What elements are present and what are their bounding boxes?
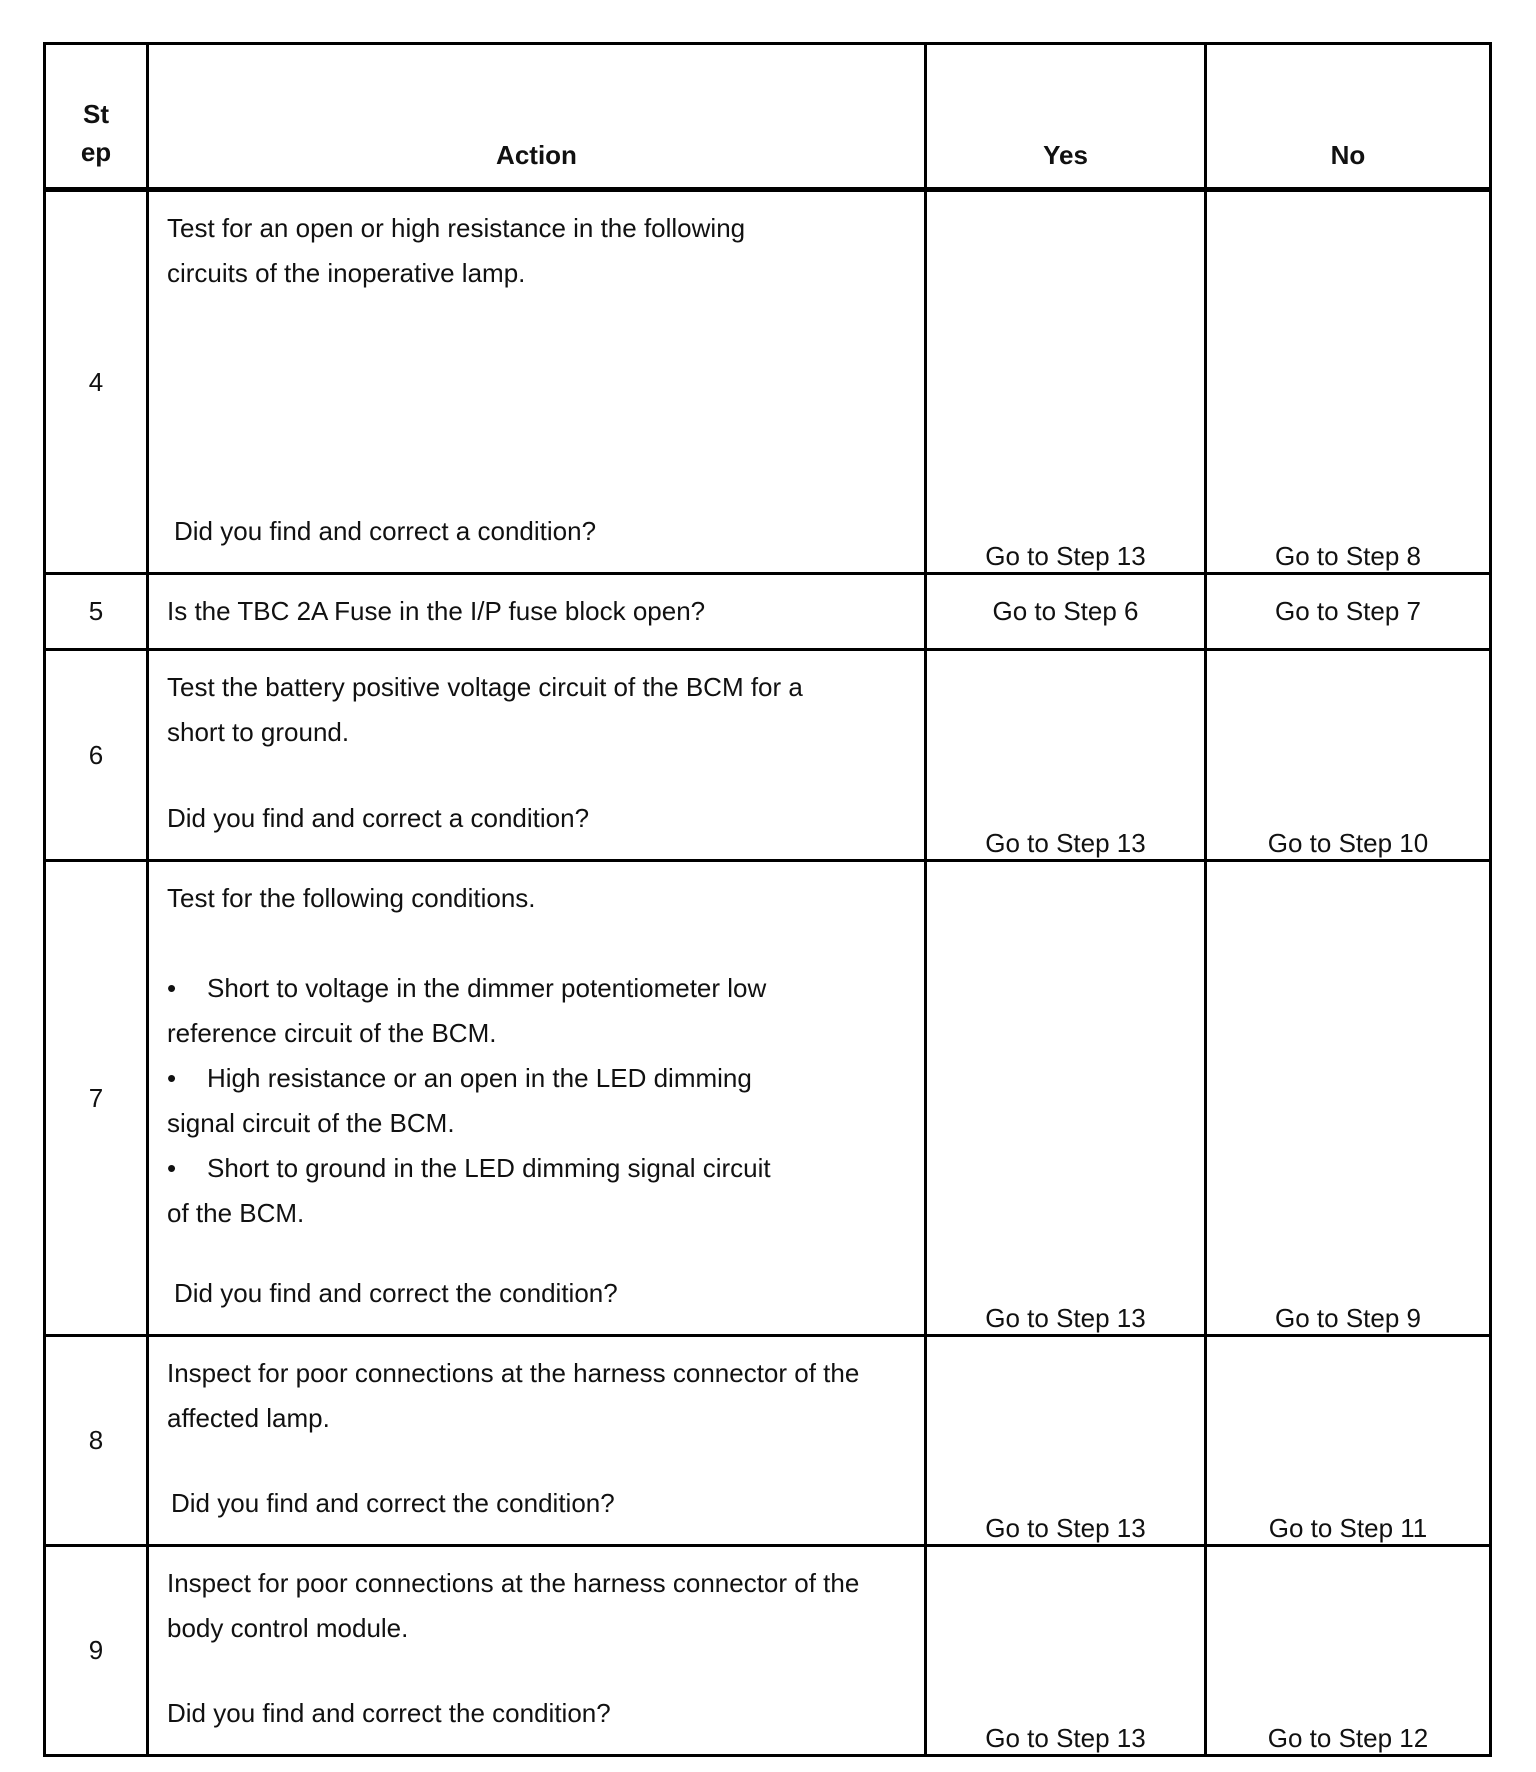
action-content	[149, 651, 924, 859]
diagnostic-steps-table	[43, 42, 1492, 1757]
bullet-continuation: of the BCM.	[167, 1198, 305, 1228]
action-question: Is the TBC 2A Fuse in the I/P fuse block open?	[167, 596, 706, 626]
header-yes: Yes	[926, 44, 1206, 190]
step-number: 4	[45, 190, 148, 574]
step-number: 9	[45, 1546, 148, 1756]
action-question: Did you find and correct a condition?	[174, 516, 597, 546]
bullet-icon: •	[167, 973, 177, 1003]
action-content	[149, 575, 924, 648]
step-number: 8	[45, 1336, 148, 1546]
yes-cell: Go to Step 13	[926, 1336, 1206, 1546]
no-cell: Go to Step 7	[1206, 574, 1491, 650]
table-row	[45, 574, 1491, 650]
condition-bullet	[167, 1146, 906, 1236]
table-row	[45, 861, 1491, 1336]
action-description	[167, 206, 906, 296]
table-row	[45, 1546, 1491, 1756]
bullet-text: Short to voltage in the dimmer potentiometer low	[207, 973, 767, 1003]
no-cell: Go to Step 11	[1206, 1336, 1491, 1546]
action-cell	[148, 1336, 926, 1546]
yes-cell: Go to Step 13	[926, 1546, 1206, 1756]
action-description	[167, 876, 906, 1236]
header-step	[45, 44, 148, 190]
action-description	[167, 665, 906, 755]
bullet-text: Short to ground in the LED dimming signal circuit	[207, 1153, 771, 1183]
action-cell	[148, 1546, 926, 1756]
table-row	[45, 1336, 1491, 1546]
yes-cell: Go to Step 13	[926, 650, 1206, 861]
action-content	[149, 192, 924, 572]
no-cell: Go to Step 10	[1206, 650, 1491, 861]
table-row	[45, 190, 1491, 574]
no-cell: Go to Step 8	[1206, 190, 1491, 574]
description-text: Inspect for poor connections at the harness connector of the body control module.	[167, 1568, 860, 1643]
step-number: 5	[45, 574, 148, 650]
action-content	[149, 1337, 924, 1544]
step-number: 7	[45, 861, 148, 1336]
action-cell	[148, 574, 926, 650]
description-text: Inspect for poor connections at the harness connector of the affected lamp.	[167, 1358, 860, 1433]
no-cell: Go to Step 12	[1206, 1546, 1491, 1756]
action-question: Did you find and correct a condition?	[167, 803, 590, 833]
description-text: Test for the following conditions.	[167, 883, 536, 913]
action-question: Did you find and correct the condition?	[167, 1698, 611, 1728]
no-cell: Go to Step 9	[1206, 861, 1491, 1336]
action-question: Did you find and correct the condition?	[171, 1488, 615, 1518]
header-action: Action	[148, 44, 926, 190]
yes-cell: Go to Step 6	[926, 574, 1206, 650]
action-content	[149, 1547, 924, 1754]
condition-bullet	[167, 966, 906, 1056]
bullet-icon: •	[167, 1153, 177, 1183]
action-description	[167, 1351, 906, 1441]
table-header-row	[45, 44, 1491, 190]
bullet-icon: •	[167, 1063, 177, 1093]
yes-cell: Go to Step 13	[926, 861, 1206, 1336]
action-cell	[148, 650, 926, 861]
description-text: Test for an open or high resistance in the following circuits of the inoperative lamp.	[167, 213, 746, 288]
header-no: No	[1206, 44, 1491, 190]
bullet-text: High resistance or an open in the LED dimming	[207, 1063, 752, 1093]
action-cell	[148, 190, 926, 574]
action-question: Did you find and correct the condition?	[174, 1278, 618, 1308]
action-description	[167, 1561, 906, 1651]
yes-cell: Go to Step 13	[926, 190, 1206, 574]
bullet-continuation: reference circuit of the BCM.	[167, 1018, 497, 1048]
action-cell	[148, 861, 926, 1336]
action-content	[149, 862, 924, 1334]
description-text: Test the battery positive voltage circuit of the BCM for a short to ground.	[167, 672, 803, 747]
condition-bullet	[167, 1056, 906, 1146]
table-row	[45, 650, 1491, 861]
header-step-label: St ep	[80, 99, 112, 167]
step-number: 6	[45, 650, 148, 861]
bullet-continuation: signal circuit of the BCM.	[167, 1108, 455, 1138]
